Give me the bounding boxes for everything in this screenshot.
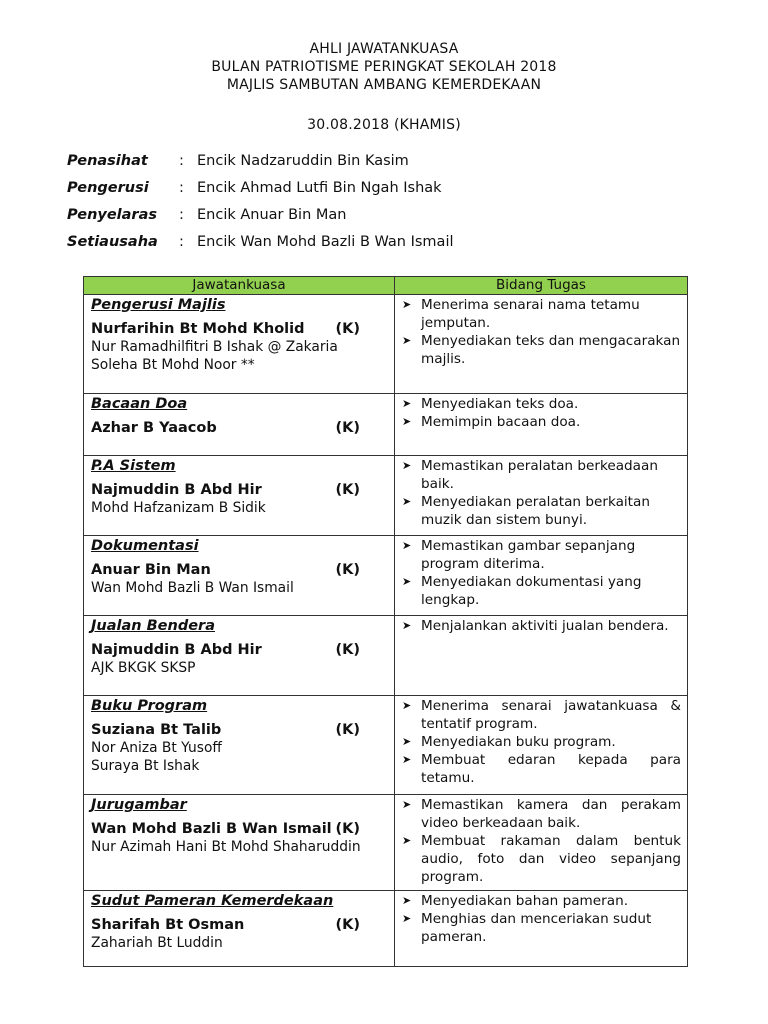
head-name: Anuar Bin Man <box>91 562 211 578</box>
duty-text: Memastikan kamera dan perakam video berkeadaan baik. <box>421 797 681 831</box>
duty-item <box>400 395 681 413</box>
duty-text: Menyediakan teks doa. <box>421 396 579 412</box>
head-name: Najmuddin B Abd Hir <box>91 482 262 498</box>
head-mark: (K) <box>335 722 360 738</box>
duty-text: Menyediakan buku program. <box>421 734 616 750</box>
duty-text: Menjalankan aktiviti jualan bendera. <box>421 618 669 634</box>
officer-separator: : <box>179 179 184 196</box>
head-mark: (K) <box>335 420 360 436</box>
head-mark: (K) <box>335 917 360 933</box>
duties-cell <box>395 616 688 696</box>
duty-text: Menyediakan peralatan berkaitan muzik dan sistem bunyi. <box>421 494 650 528</box>
duty-text: Membuat edaran kepada para tetamu. <box>421 752 681 786</box>
bullet-arrow-icon: ➤ <box>402 894 412 907</box>
duties-list <box>400 796 681 886</box>
bullet-arrow-icon: ➤ <box>402 397 412 410</box>
duty-text: Menerima senarai jawatankuasa & tentatif program. <box>421 698 681 732</box>
table-row <box>84 891 688 967</box>
officer-row <box>67 228 707 255</box>
duty-text: Menyediakan dokumentasi yang lengkap. <box>421 574 642 608</box>
duty-item <box>400 537 681 573</box>
committee-cell <box>84 394 395 456</box>
column-header-duties: Bidang Tugas <box>395 277 688 295</box>
committee-cell <box>84 696 395 795</box>
duty-item <box>400 892 681 910</box>
duties-cell <box>395 394 688 456</box>
committee-head <box>91 419 387 437</box>
duty-item <box>400 796 681 832</box>
committee-head <box>91 820 387 838</box>
head-mark: (K) <box>335 482 360 498</box>
committee-cell <box>84 891 395 967</box>
duty-item <box>400 697 681 733</box>
bullet-arrow-icon: ➤ <box>402 459 412 472</box>
committee-head <box>91 320 387 338</box>
officer-separator: : <box>179 233 184 250</box>
document-header <box>0 40 768 134</box>
duties-cell <box>395 795 688 891</box>
duty-item <box>400 332 681 368</box>
committee-title: Pengerusi Majlis <box>91 297 226 313</box>
bullet-arrow-icon: ➤ <box>402 415 412 428</box>
officers-list <box>67 147 707 255</box>
duties-cell <box>395 891 688 967</box>
head-name: Wan Mohd Bazli B Wan Ismail <box>91 821 332 837</box>
column-header-committee: Jawatankuasa <box>84 277 395 295</box>
committee-head <box>91 916 387 934</box>
committee-member: Mohd Hafzanizam B Sidik <box>91 500 266 516</box>
officer-name: Encik Nadzaruddin Bin Kasim <box>197 152 409 169</box>
head-mark: (K) <box>335 821 360 837</box>
bullet-arrow-icon: ➤ <box>402 834 412 847</box>
committee-member: Soleha Bt Mohd Noor ** <box>91 357 255 373</box>
duty-text: Menerima senarai nama tetamu jemputan. <box>421 297 640 331</box>
committee-title: Bacaan Doa <box>91 396 188 412</box>
duties-list <box>400 617 681 635</box>
head-name: Suziana Bt Talib <box>91 722 222 738</box>
officer-separator: : <box>179 206 184 223</box>
committee-cell <box>84 536 395 616</box>
bullet-arrow-icon: ➤ <box>402 753 412 766</box>
officer-name: Encik Anuar Bin Man <box>197 206 347 223</box>
officer-role: Setiausaha <box>67 233 158 250</box>
bullet-arrow-icon: ➤ <box>402 912 412 925</box>
committee-head <box>91 561 387 579</box>
committee-member: AJK BKGK SKSP <box>91 660 196 676</box>
officer-name: Encik Ahmad Lutfi Bin Ngah Ishak <box>197 179 442 196</box>
officer-role: Penyelaras <box>67 206 158 223</box>
committee-head <box>91 481 387 499</box>
committee-member: Nor Aniza Bt Yusoff <box>91 740 222 756</box>
duty-item <box>400 751 681 787</box>
duties-list <box>400 537 681 609</box>
committee-member: Wan Mohd Bazli B Wan Ismail <box>91 580 294 596</box>
committee-member: Nur Azimah Hani Bt Mohd Shaharuddin <box>91 839 361 855</box>
duties-list <box>400 697 681 787</box>
duty-item <box>400 457 681 493</box>
head-name: Najmuddin B Abd Hir <box>91 642 262 658</box>
bullet-arrow-icon: ➤ <box>402 495 412 508</box>
duties-list <box>400 892 681 946</box>
duty-text: Memimpin bacaan doa. <box>421 414 581 430</box>
duty-text: Memastikan gambar sepanjang program diterima. <box>421 538 636 572</box>
bullet-arrow-icon: ➤ <box>402 619 412 632</box>
committee-title: Jualan Bendera <box>91 618 215 634</box>
table-row <box>84 394 688 456</box>
bullet-arrow-icon: ➤ <box>402 798 412 811</box>
table-header-row <box>84 277 688 295</box>
duties-cell <box>395 696 688 795</box>
committee-member: Zahariah Bt Luddin <box>91 935 223 951</box>
duty-item <box>400 910 681 946</box>
committee-head <box>91 721 387 739</box>
duties-list <box>400 296 681 368</box>
officer-row <box>67 174 707 201</box>
officer-role: Pengerusi <box>67 179 149 196</box>
bullet-arrow-icon: ➤ <box>402 735 412 748</box>
head-mark: (K) <box>335 562 360 578</box>
duty-text: Membuat rakaman dalam bentuk audio, foto dan video sepanjang program. <box>421 833 681 885</box>
committee-title: P.A Sistem <box>91 458 176 474</box>
committee-cell <box>84 616 395 696</box>
committee-cell <box>84 456 395 536</box>
head-name: Sharifah Bt Osman <box>91 917 245 933</box>
duties-cell <box>395 536 688 616</box>
committee-cell <box>84 295 395 394</box>
committee-member: Suraya Bt Ishak <box>91 758 200 774</box>
header-event: BULAN PATRIOTISME PERINGKAT SEKOLAH 2018 <box>211 59 557 75</box>
committee-head <box>91 641 387 659</box>
duties-list <box>400 395 681 431</box>
head-mark: (K) <box>335 642 360 658</box>
committee-table <box>83 276 688 967</box>
duties-list <box>400 457 681 529</box>
bullet-arrow-icon: ➤ <box>402 298 412 311</box>
table-row <box>84 696 688 795</box>
committee-cell <box>84 795 395 891</box>
header-date: 30.08.2018 (KHAMIS) <box>307 117 461 133</box>
duty-item <box>400 832 681 886</box>
duty-text: Menghias dan menceriakan sudut pameran. <box>421 911 652 945</box>
header-occasion: MAJLIS SAMBUTAN AMBANG KEMERDEKAAN <box>226 77 542 93</box>
officer-separator: : <box>179 152 184 169</box>
duty-item <box>400 733 681 751</box>
table-row <box>84 536 688 616</box>
table-row <box>84 616 688 696</box>
duty-text: Menyediakan teks dan mengacarakan majlis. <box>421 333 681 367</box>
bullet-arrow-icon: ➤ <box>402 539 412 552</box>
committee-member: Nur Ramadhilfitri B Ishak @ Zakaria <box>91 339 338 355</box>
committee-title: Dokumentasi <box>91 538 199 554</box>
duties-cell <box>395 295 688 394</box>
table-row <box>84 795 688 891</box>
officer-row <box>67 147 707 174</box>
committee-table-body <box>84 295 688 967</box>
duties-cell <box>395 456 688 536</box>
duty-text: Menyediakan bahan pameran. <box>421 893 629 909</box>
bullet-arrow-icon: ➤ <box>402 699 412 712</box>
head-mark: (K) <box>335 321 360 337</box>
officer-row <box>67 201 707 228</box>
table-row <box>84 295 688 394</box>
head-name: Azhar B Yaacob <box>91 420 217 436</box>
officer-name: Encik Wan Mohd Bazli B Wan Ismail <box>197 233 454 250</box>
committee-title: Jurugambar <box>91 797 187 813</box>
duty-item <box>400 413 681 431</box>
duty-text: Memastikan peralatan berkeadaan baik. <box>421 458 658 492</box>
duty-item <box>400 617 681 635</box>
bullet-arrow-icon: ➤ <box>402 575 412 588</box>
bullet-arrow-icon: ➤ <box>402 334 412 347</box>
head-name: Nurfarihin Bt Mohd Kholid <box>91 321 305 337</box>
table-row <box>84 456 688 536</box>
committee-title: Sudut Pameran Kemerdekaan <box>91 893 334 909</box>
duty-item <box>400 493 681 529</box>
header-title: AHLI JAWATANKUASA <box>309 41 459 57</box>
officer-role: Penasihat <box>67 152 148 169</box>
duty-item <box>400 573 681 609</box>
duty-item <box>400 296 681 332</box>
committee-title: Buku Program <box>91 698 208 714</box>
